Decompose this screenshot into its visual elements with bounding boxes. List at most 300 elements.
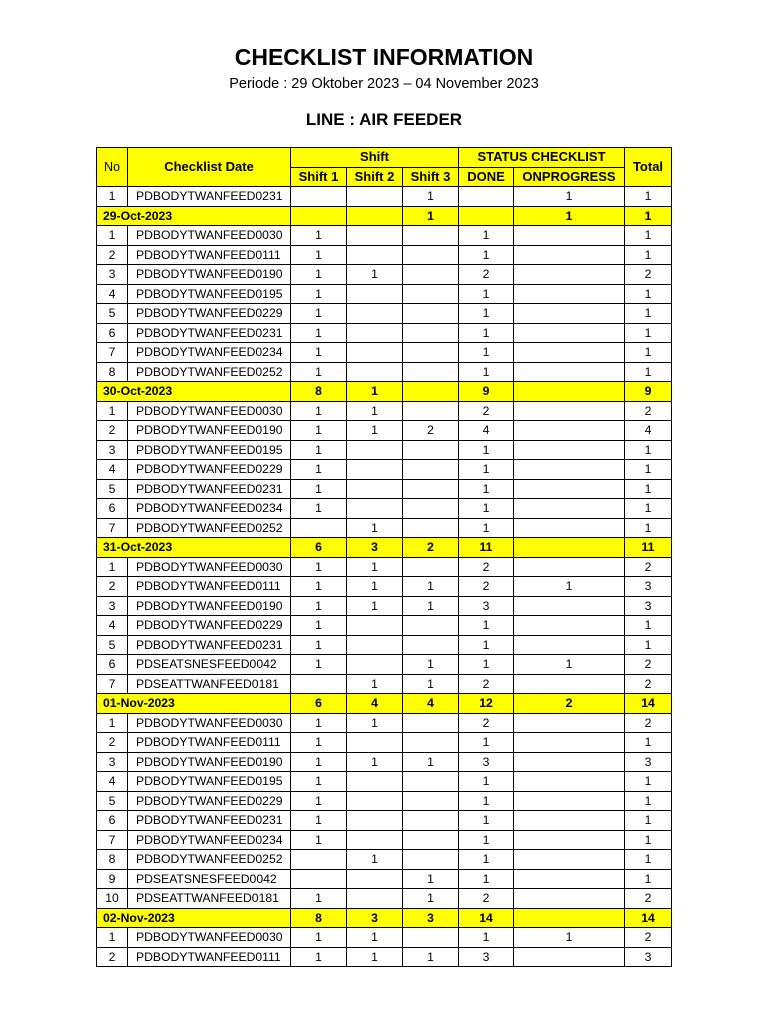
cell-onprogress: 1: [514, 577, 625, 597]
cell-onprogress: [514, 752, 625, 772]
cell-onprogress: [514, 889, 625, 909]
cell-shift-3: 1: [403, 577, 459, 597]
cell-checklist-id: PDBODYTWANFEED0234: [128, 343, 291, 363]
cell-onprogress: 1: [514, 928, 625, 948]
cell-no: 1: [97, 713, 128, 733]
cell-checklist-id: PDBODYTWANFEED0229: [128, 304, 291, 324]
cell-no: 4: [97, 460, 128, 480]
cell-shift-3: [403, 479, 459, 499]
cell-total: 1: [625, 187, 672, 207]
cell-total: 1: [625, 869, 672, 889]
cell-shift-1: 1: [291, 772, 347, 792]
cell-shift-3: [403, 401, 459, 421]
cell-shift-3: [403, 616, 459, 636]
cell-onprogress: [514, 674, 625, 694]
cell-no: 4: [97, 616, 128, 636]
cell-shift-2: [347, 616, 403, 636]
cell-checklist-id: PDBODYTWANFEED0195: [128, 772, 291, 792]
table-row: [97, 674, 672, 694]
table-row: [97, 655, 672, 675]
cell-total: 2: [625, 401, 672, 421]
cell-no: 1: [97, 557, 128, 577]
cell-onprogress: [514, 362, 625, 382]
cell-total: 1: [625, 830, 672, 850]
cell-shift-1: 6: [291, 538, 347, 558]
cell-shift-2: 1: [347, 752, 403, 772]
cell-shift-2: [347, 440, 403, 460]
cell-shift-3: 1: [403, 869, 459, 889]
cell-shift-3: 2: [403, 538, 459, 558]
table-row: [97, 245, 672, 265]
cell-shift-2: [347, 245, 403, 265]
cell-shift-1: 1: [291, 421, 347, 441]
cell-onprogress: [514, 850, 625, 870]
cell-done: 1: [459, 343, 514, 363]
cell-done: 2: [459, 577, 514, 597]
cell-onprogress: 2: [514, 694, 625, 714]
cell-shift-2: [347, 635, 403, 655]
cell-shift-1: 1: [291, 440, 347, 460]
cell-no: 3: [97, 752, 128, 772]
header-onprogress: ONPROGRESS: [514, 167, 625, 187]
checklist-table-wrapper: [96, 147, 672, 967]
header-done: DONE: [459, 167, 514, 187]
date-label: 30-Oct-2023: [97, 382, 291, 402]
document-title: CHECKLIST INFORMATION: [234, 44, 534, 70]
table-row: [97, 811, 672, 831]
cell-done: 9: [459, 382, 514, 402]
cell-checklist-id: PDBODYTWANFEED0030: [128, 226, 291, 246]
date-subtotal-row: [97, 538, 672, 558]
cell-shift-3: [403, 928, 459, 948]
cell-no: 8: [97, 362, 128, 382]
cell-total: 4: [625, 421, 672, 441]
cell-no: 6: [97, 499, 128, 519]
cell-checklist-id: PDSEATTWANFEED0181: [128, 674, 291, 694]
cell-total: 1: [625, 206, 672, 226]
header-checklist-date: Checklist Date: [128, 148, 291, 187]
cell-shift-3: 3: [403, 908, 459, 928]
cell-done: 4: [459, 421, 514, 441]
cell-checklist-id: PDBODYTWANFEED0111: [128, 577, 291, 597]
cell-checklist-id: PDBODYTWANFEED0229: [128, 791, 291, 811]
cell-shift-2: [347, 343, 403, 363]
cell-onprogress: [514, 304, 625, 324]
cell-no: 1: [97, 226, 128, 246]
cell-shift-3: [403, 713, 459, 733]
cell-total: 3: [625, 577, 672, 597]
cell-shift-1: [291, 518, 347, 538]
cell-total: 2: [625, 889, 672, 909]
cell-onprogress: [514, 908, 625, 928]
cell-shift-2: [347, 362, 403, 382]
cell-done: 12: [459, 694, 514, 714]
cell-shift-1: 1: [291, 947, 347, 967]
date-subtotal-row: [97, 908, 672, 928]
cell-total: 11: [625, 538, 672, 558]
cell-no: 5: [97, 304, 128, 324]
cell-total: 9: [625, 382, 672, 402]
cell-shift-3: 2: [403, 421, 459, 441]
date-subtotal-row: [97, 382, 672, 402]
cell-onprogress: [514, 460, 625, 480]
cell-onprogress: [514, 284, 625, 304]
cell-no: 2: [97, 947, 128, 967]
cell-checklist-id: PDBODYTWANFEED0252: [128, 518, 291, 538]
cell-done: 1: [459, 635, 514, 655]
cell-total: 1: [625, 635, 672, 655]
header-status-checklist: STATUS CHECKLIST: [459, 148, 625, 168]
cell-no: 5: [97, 635, 128, 655]
cell-shift-3: [403, 245, 459, 265]
table-row: [97, 226, 672, 246]
cell-shift-3: 1: [403, 206, 459, 226]
cell-shift-1: [291, 674, 347, 694]
cell-done: 1: [459, 830, 514, 850]
cell-shift-1: 1: [291, 304, 347, 324]
cell-total: 1: [625, 772, 672, 792]
cell-no: 5: [97, 479, 128, 499]
cell-shift-3: [403, 226, 459, 246]
cell-shift-3: [403, 791, 459, 811]
cell-checklist-id: PDBODYTWANFEED0111: [128, 733, 291, 753]
cell-shift-2: [347, 889, 403, 909]
cell-onprogress: [514, 733, 625, 753]
cell-no: 6: [97, 811, 128, 831]
cell-total: 1: [625, 284, 672, 304]
cell-checklist-id: PDBODYTWANFEED0190: [128, 596, 291, 616]
cell-shift-3: 1: [403, 596, 459, 616]
cell-shift-2: [347, 226, 403, 246]
cell-shift-2: [347, 284, 403, 304]
cell-shift-2: [347, 206, 403, 226]
table-row: [97, 869, 672, 889]
cell-total: 1: [625, 460, 672, 480]
cell-total: 1: [625, 791, 672, 811]
cell-done: 1: [459, 733, 514, 753]
cell-onprogress: [514, 830, 625, 850]
cell-total: 1: [625, 304, 672, 324]
header-shift-1: Shift 1: [291, 167, 347, 187]
cell-onprogress: [514, 596, 625, 616]
cell-checklist-id: PDBODYTWANFEED0030: [128, 928, 291, 948]
cell-shift-1: 1: [291, 616, 347, 636]
table-row: [97, 713, 672, 733]
cell-onprogress: [514, 869, 625, 889]
cell-shift-2: [347, 499, 403, 519]
table-row: [97, 518, 672, 538]
cell-checklist-id: PDBODYTWANFEED0190: [128, 752, 291, 772]
cell-done: 1: [459, 655, 514, 675]
cell-done: 11: [459, 538, 514, 558]
cell-shift-2: 1: [347, 265, 403, 285]
table-row: [97, 616, 672, 636]
table-row: [97, 791, 672, 811]
cell-shift-3: [403, 284, 459, 304]
table-row: [97, 830, 672, 850]
cell-shift-1: 1: [291, 928, 347, 948]
cell-shift-2: 1: [347, 928, 403, 948]
cell-shift-2: 3: [347, 538, 403, 558]
cell-shift-1: 1: [291, 479, 347, 499]
cell-checklist-id: PDBODYTWANFEED0030: [128, 713, 291, 733]
cell-onprogress: [514, 323, 625, 343]
table-row: [97, 284, 672, 304]
cell-onprogress: 1: [514, 655, 625, 675]
cell-checklist-id: PDBODYTWANFEED0195: [128, 440, 291, 460]
cell-no: 1: [97, 187, 128, 207]
cell-done: 1: [459, 616, 514, 636]
cell-checklist-id: PDBODYTWANFEED0234: [128, 499, 291, 519]
cell-shift-3: [403, 635, 459, 655]
cell-shift-1: 1: [291, 830, 347, 850]
cell-total: 1: [625, 499, 672, 519]
cell-checklist-id: PDBODYTWANFEED0111: [128, 947, 291, 967]
cell-checklist-id: PDBODYTWANFEED0030: [128, 401, 291, 421]
date-label: 31-Oct-2023: [97, 538, 291, 558]
cell-no: 3: [97, 265, 128, 285]
table-row: [97, 401, 672, 421]
cell-shift-1: 1: [291, 265, 347, 285]
cell-checklist-id: PDSEATSNESFEED0042: [128, 869, 291, 889]
cell-shift-1: 1: [291, 811, 347, 831]
table-row: [97, 421, 672, 441]
cell-checklist-id: PDSEATSNESFEED0042: [128, 655, 291, 675]
header-shift: Shift: [291, 148, 459, 168]
cell-total: 1: [625, 518, 672, 538]
cell-shift-2: 1: [347, 713, 403, 733]
cell-shift-1: 1: [291, 655, 347, 675]
cell-shift-2: [347, 733, 403, 753]
cell-total: 1: [625, 850, 672, 870]
cell-total: 2: [625, 928, 672, 948]
cell-no: 7: [97, 830, 128, 850]
cell-shift-1: 1: [291, 245, 347, 265]
cell-total: 1: [625, 733, 672, 753]
date-subtotal-row: [97, 694, 672, 714]
cell-onprogress: 1: [514, 206, 625, 226]
cell-shift-1: 1: [291, 362, 347, 382]
checklist-table: [96, 147, 672, 967]
cell-shift-3: [403, 733, 459, 753]
cell-shift-1: [291, 850, 347, 870]
cell-shift-1: 1: [291, 889, 347, 909]
cell-no: 4: [97, 284, 128, 304]
cell-done: 2: [459, 674, 514, 694]
cell-onprogress: [514, 772, 625, 792]
cell-total: 14: [625, 908, 672, 928]
table-row: [97, 265, 672, 285]
table-row: [97, 304, 672, 324]
cell-total: 3: [625, 947, 672, 967]
cell-total: 1: [625, 362, 672, 382]
cell-total: 1: [625, 343, 672, 363]
cell-no: 2: [97, 421, 128, 441]
cell-onprogress: [514, 791, 625, 811]
cell-onprogress: [514, 557, 625, 577]
cell-shift-2: 1: [347, 577, 403, 597]
cell-no: 1: [97, 928, 128, 948]
cell-done: 1: [459, 928, 514, 948]
table-row: [97, 772, 672, 792]
cell-shift-2: 1: [347, 850, 403, 870]
cell-no: 7: [97, 518, 128, 538]
cell-onprogress: [514, 343, 625, 363]
cell-done: 1: [459, 226, 514, 246]
cell-shift-3: [403, 265, 459, 285]
cell-done: [459, 187, 514, 207]
table-row: [97, 733, 672, 753]
cell-onprogress: [514, 401, 625, 421]
cell-checklist-id: PDBODYTWANFEED0252: [128, 850, 291, 870]
cell-shift-1: [291, 206, 347, 226]
cell-shift-3: [403, 518, 459, 538]
cell-shift-2: 1: [347, 518, 403, 538]
cell-total: 1: [625, 811, 672, 831]
cell-shift-1: 1: [291, 401, 347, 421]
cell-checklist-id: PDBODYTWANFEED0111: [128, 245, 291, 265]
cell-shift-1: 8: [291, 908, 347, 928]
cell-shift-1: 1: [291, 577, 347, 597]
cell-shift-2: [347, 655, 403, 675]
cell-shift-3: [403, 440, 459, 460]
cell-shift-3: 1: [403, 889, 459, 909]
cell-shift-2: [347, 304, 403, 324]
cell-checklist-id: PDBODYTWANFEED0195: [128, 284, 291, 304]
cell-shift-1: 1: [291, 499, 347, 519]
cell-shift-2: [347, 869, 403, 889]
cell-no: 7: [97, 674, 128, 694]
table-row: [97, 752, 672, 772]
cell-done: 2: [459, 401, 514, 421]
cell-done: 1: [459, 499, 514, 519]
cell-done: 1: [459, 245, 514, 265]
cell-shift-1: 8: [291, 382, 347, 402]
cell-shift-2: 1: [347, 421, 403, 441]
cell-shift-2: [347, 830, 403, 850]
period-subtitle: Periode : 29 Oktober 2023 – 04 November 2023: [229, 76, 539, 92]
cell-shift-1: 1: [291, 323, 347, 343]
table-row: [97, 460, 672, 480]
cell-shift-3: [403, 460, 459, 480]
cell-total: 1: [625, 245, 672, 265]
cell-shift-2: 1: [347, 382, 403, 402]
cell-shift-3: [403, 362, 459, 382]
cell-shift-1: 1: [291, 713, 347, 733]
date-label: 29-Oct-2023: [97, 206, 291, 226]
line-label: LINE : AIR FEEDER: [305, 110, 463, 129]
cell-no: 6: [97, 655, 128, 675]
cell-done: 1: [459, 791, 514, 811]
cell-done: 1: [459, 811, 514, 831]
cell-shift-3: 1: [403, 752, 459, 772]
cell-onprogress: [514, 226, 625, 246]
cell-checklist-id: PDBODYTWANFEED0231: [128, 635, 291, 655]
cell-done: 3: [459, 752, 514, 772]
cell-shift-2: 1: [347, 401, 403, 421]
cell-shift-3: 1: [403, 655, 459, 675]
cell-total: 2: [625, 674, 672, 694]
header-no: No: [97, 148, 128, 187]
cell-done: 3: [459, 596, 514, 616]
cell-onprogress: [514, 518, 625, 538]
cell-onprogress: [514, 421, 625, 441]
cell-checklist-id: PDBODYTWANFEED0231: [128, 323, 291, 343]
cell-onprogress: [514, 538, 625, 558]
cell-shift-2: 1: [347, 674, 403, 694]
cell-done: 2: [459, 889, 514, 909]
table-row: [97, 850, 672, 870]
cell-onprogress: [514, 635, 625, 655]
cell-no: 3: [97, 440, 128, 460]
cell-shift-2: [347, 772, 403, 792]
cell-shift-3: [403, 499, 459, 519]
table-row: [97, 440, 672, 460]
cell-done: 2: [459, 713, 514, 733]
cell-checklist-id: PDBODYTWANFEED0231: [128, 187, 291, 207]
cell-shift-1: 1: [291, 752, 347, 772]
table-row: [97, 889, 672, 909]
cell-no: 3: [97, 596, 128, 616]
cell-no: 2: [97, 733, 128, 753]
cell-onprogress: [514, 811, 625, 831]
cell-onprogress: [514, 382, 625, 402]
cell-checklist-id: PDBODYTWANFEED0229: [128, 616, 291, 636]
table-row: [97, 343, 672, 363]
cell-shift-2: 1: [347, 947, 403, 967]
cell-onprogress: [514, 479, 625, 499]
cell-shift-2: 1: [347, 596, 403, 616]
date-subtotal-row: [97, 206, 672, 226]
cell-shift-3: [403, 304, 459, 324]
cell-shift-3: [403, 850, 459, 870]
cell-done: 1: [459, 518, 514, 538]
cell-checklist-id: PDBODYTWANFEED0190: [128, 265, 291, 285]
cell-shift-3: [403, 382, 459, 402]
cell-total: 2: [625, 557, 672, 577]
table-row: [97, 635, 672, 655]
cell-total: 2: [625, 655, 672, 675]
cell-shift-3: 1: [403, 947, 459, 967]
cell-shift-1: 1: [291, 557, 347, 577]
cell-shift-2: [347, 460, 403, 480]
table-row: [97, 323, 672, 343]
cell-shift-3: [403, 772, 459, 792]
header-total: Total: [625, 148, 672, 187]
cell-checklist-id: PDBODYTWANFEED0234: [128, 830, 291, 850]
cell-done: 1: [459, 479, 514, 499]
header-shift-2: Shift 2: [347, 167, 403, 187]
cell-shift-2: 4: [347, 694, 403, 714]
cell-shift-3: 1: [403, 674, 459, 694]
cell-shift-3: 1: [403, 187, 459, 207]
cell-no: 4: [97, 772, 128, 792]
cell-done: 1: [459, 850, 514, 870]
date-label: 02-Nov-2023: [97, 908, 291, 928]
cell-done: [459, 206, 514, 226]
cell-shift-1: 1: [291, 596, 347, 616]
table-body: [97, 187, 672, 967]
cell-total: 1: [625, 479, 672, 499]
date-label: 01-Nov-2023: [97, 694, 291, 714]
cell-shift-1: 1: [291, 791, 347, 811]
cell-no: 9: [97, 869, 128, 889]
cell-no: 8: [97, 850, 128, 870]
cell-checklist-id: PDBODYTWANFEED0231: [128, 479, 291, 499]
cell-onprogress: [514, 265, 625, 285]
cell-onprogress: [514, 499, 625, 519]
cell-onprogress: [514, 713, 625, 733]
